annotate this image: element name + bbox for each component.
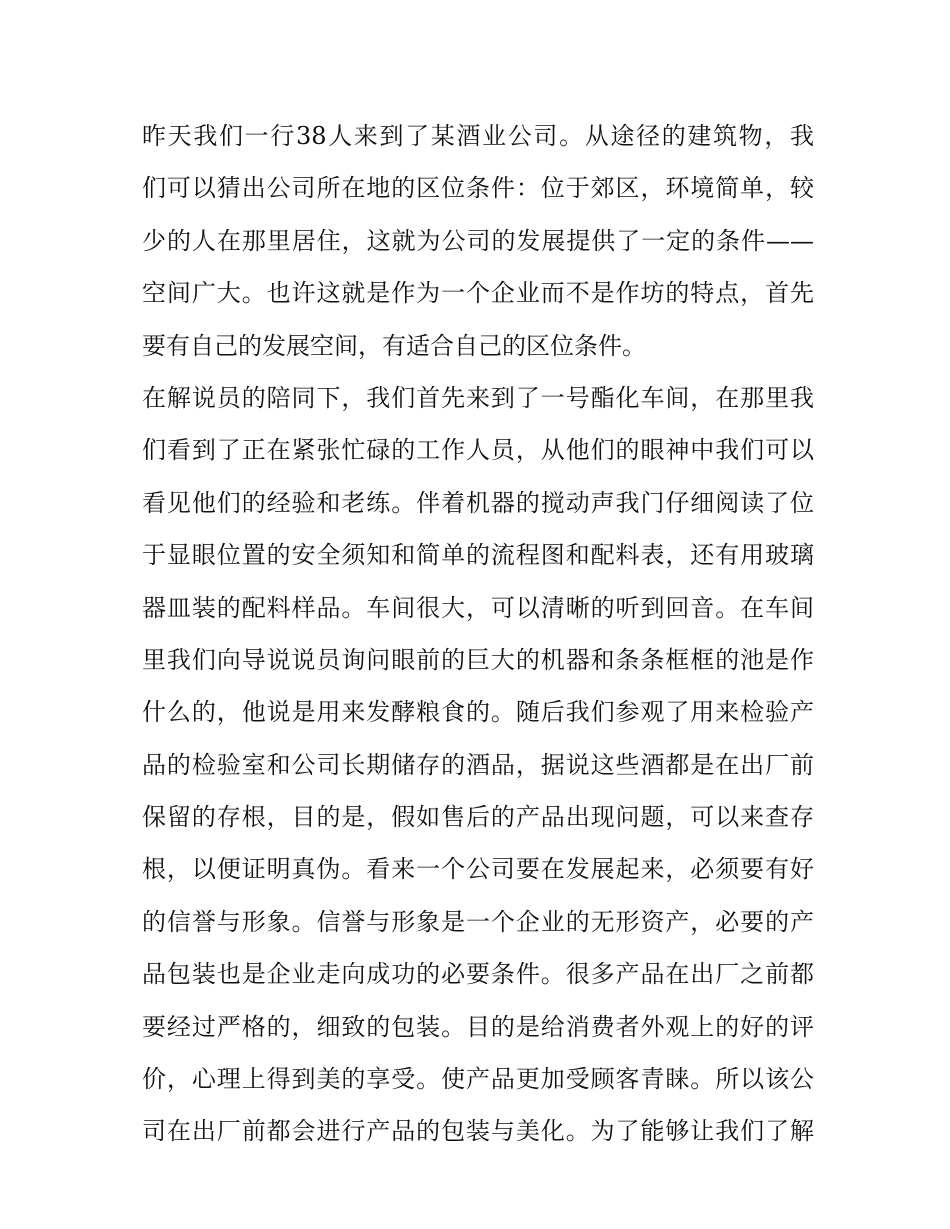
text-line: 司在出厂前都会进行产品的包装与美化。为了能够让我们了解 [142, 1117, 814, 1146]
text-line: 保留的存根，目的是，假如售后的产品出现问题，可以来查存 [142, 803, 814, 832]
text-line: 品包装也是企业走向成功的必要条件。很多产品在出厂之前都 [142, 960, 814, 989]
text-line: 品的检验室和公司长期储存的酒品，据说这些酒都是在出厂前 [142, 750, 814, 779]
text-line: 们可以猜出公司所在地的区位条件：位于郊区，环境简单，较 [142, 174, 814, 203]
text-line: 在解说员的陪同下，我们首先来到了一号酯化车间，在那里我 [142, 383, 814, 412]
text-line: 价，心理上得到美的享受。使产品更加受顾客青睐。所以该公 [142, 1065, 814, 1094]
text-line: 要经过严格的，细致的包装。目的是给消费者外观上的好的评 [142, 1012, 814, 1041]
text-line: 昨天我们一行38人来到了某酒业公司。从途径的建筑物，我 [142, 122, 814, 150]
text-line: 器皿装的配料样品。车间很大，可以清晰的听到回音。在车间 [142, 593, 814, 622]
text-line: 少的人在那里居住，这就为公司的发展提供了一定的条件—— [142, 226, 814, 255]
text-line: 根，以便证明真伪。看来一个公司要在发展起来，必须要有好 [142, 855, 814, 884]
text-line: 们看到了正在紧张忙碌的工作人员，从他们的眼神中我们可以 [142, 436, 814, 465]
text-line: 空间广大。也许这就是作为一个企业而不是作坊的特点，首先 [142, 279, 814, 308]
text-line: 要有自己的发展空间，有适合自己的区位条件。 [142, 331, 646, 360]
text-line: 看见他们的经验和老练。伴着机器的搅动声我门仔细阅读了位 [142, 488, 814, 517]
text-line: 于显眼位置的安全须知和简单的流程图和配料表，还有用玻璃 [142, 541, 814, 570]
body-text [142, 110, 814, 1158]
text-line: 什么的，他说是用来发酵粮食的。随后我们参观了用来检验产 [142, 698, 814, 727]
text-line: 的信誉与形象。信誉与形象是一个企业的无形资产，必要的产 [142, 907, 814, 936]
text-line: 里我们向导说说员询问眼前的巨大的机器和条条框框的池是作 [142, 645, 814, 674]
